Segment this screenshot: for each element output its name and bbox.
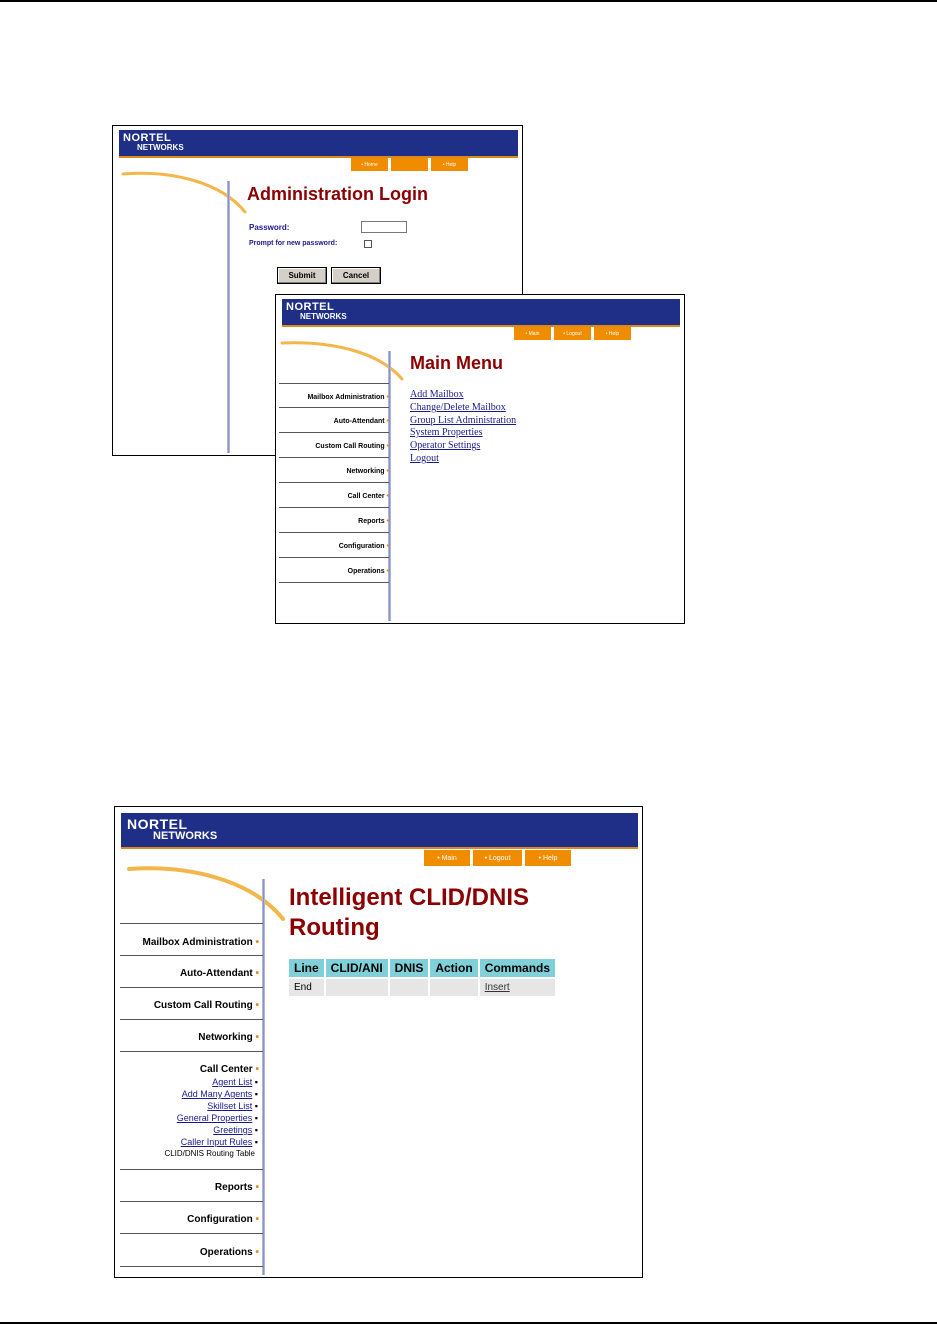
sidebar-item-call-center[interactable]: Call Center • <box>279 483 389 508</box>
bullet-icon: • <box>255 1247 259 1258</box>
nortel-logo: NORTEL NETWORKS <box>127 816 218 842</box>
bullet-icon: ▪ <box>254 1137 258 1147</box>
nav-help-button[interactable]: • Help <box>525 850 571 866</box>
cell-action <box>430 979 477 996</box>
password-label: Password: <box>249 223 290 232</box>
password-field[interactable] <box>361 221 407 233</box>
divider-line <box>227 181 230 453</box>
bullet-icon: • <box>386 418 389 425</box>
bullet-icon: • <box>255 1182 259 1193</box>
nav-help-button[interactable]: • Help <box>431 158 468 171</box>
nav-logout-button[interactable]: • Logout <box>554 327 591 340</box>
caller-input-rules-link[interactable]: Caller Input Rules ▪ <box>180 1137 258 1147</box>
bullet-icon: ▪ <box>254 1101 258 1111</box>
sidebar-item-networking[interactable]: Networking • <box>120 1020 263 1052</box>
prompt-new-password-checkbox[interactable] <box>364 240 372 248</box>
sidebar-item-custom-call-routing[interactable]: Custom Call Routing • <box>120 988 263 1020</box>
bullet-icon: ▪ <box>254 1125 258 1135</box>
general-properties-link[interactable]: General Properties ▪ <box>176 1113 258 1123</box>
operator-settings-link[interactable]: Operator Settings <box>410 440 481 452</box>
add-many-agents-link[interactable]: Add Many Agents ▪ <box>181 1089 258 1099</box>
routing-table <box>287 957 557 998</box>
clid-dnis-routing-table-current: CLID/DNIS Routing Table <box>164 1149 255 1158</box>
bullet-icon: • <box>255 937 259 948</box>
page-title: Intelligent CLID/DNIS Routing <box>289 884 529 941</box>
bullet-icon: • <box>386 468 389 475</box>
top-nav <box>424 850 571 866</box>
top-nav <box>514 327 631 340</box>
column-header-clid-ani: CLID/ANI <box>326 959 388 977</box>
skillset-list-link[interactable]: Skillset List ▪ <box>207 1101 258 1111</box>
call-center-heading[interactable]: Call Center • <box>199 1064 259 1075</box>
sidebar-item-auto-attendant[interactable]: Auto-Attendant • <box>120 956 263 988</box>
bullet-icon: • <box>255 1032 259 1043</box>
agent-list-link[interactable]: Agent List ▪ <box>212 1077 258 1087</box>
nav-help-button[interactable]: • Help <box>594 327 631 340</box>
logout-link[interactable]: Logout <box>410 452 439 464</box>
bullet-icon: • <box>255 1000 259 1011</box>
sidebar-item-configuration[interactable]: Configuration • <box>120 1202 263 1234</box>
group-list-administration-link[interactable]: Group List Administration <box>410 414 517 426</box>
greetings-link[interactable]: Greetings ▪ <box>213 1125 258 1135</box>
main-menu-links <box>410 389 516 466</box>
header-banner <box>121 813 638 849</box>
header-banner <box>282 299 680 327</box>
nav-logout-button[interactable]: • Logout <box>473 850 522 866</box>
sidebar-item-custom-call-routing[interactable]: Custom Call Routing • <box>279 433 389 458</box>
bullet-icon: • <box>255 1214 259 1225</box>
routing-window <box>114 806 643 1278</box>
sidebar-item-reports[interactable]: Reports • <box>279 508 389 533</box>
cell-commands <box>480 979 555 996</box>
column-header-line: Line <box>289 959 324 977</box>
nav-main-button[interactable]: • Main <box>514 327 551 340</box>
submit-button[interactable]: Submit <box>277 267 327 284</box>
header-banner <box>119 130 518 158</box>
column-header-action: Action <box>430 959 477 977</box>
bullet-icon: • <box>386 543 389 550</box>
bullet-icon: • <box>386 518 389 525</box>
bullet-icon: • <box>386 394 389 401</box>
sidebar-item-auto-attendant[interactable]: Auto-Attendant • <box>279 408 389 433</box>
sidebar-item-operations[interactable]: Operations • <box>120 1234 263 1267</box>
sidebar-item-reports[interactable]: Reports • <box>120 1170 263 1202</box>
change-delete-mailbox-link[interactable]: Change/Delete Mailbox <box>410 401 506 413</box>
bullet-icon: • <box>386 493 389 500</box>
bullet-icon: • <box>386 443 389 450</box>
bullet-icon: ▪ <box>254 1113 258 1123</box>
page-bottom-rule <box>0 1322 937 1324</box>
cancel-button[interactable]: Cancel <box>331 267 381 284</box>
nortel-logo: NORTEL NETWORKS <box>286 301 347 321</box>
bullet-icon: • <box>255 1064 259 1075</box>
sidebar-item-mailbox-administration[interactable]: Mailbox Administration • <box>279 383 389 408</box>
nav-blank-button[interactable] <box>391 158 428 171</box>
prompt-new-password-label: Prompt for new password: <box>249 240 338 247</box>
table-row <box>289 979 555 996</box>
page-top-rule <box>0 0 937 2</box>
sidebar-item-configuration[interactable]: Configuration • <box>279 533 389 558</box>
cell-clid-ani <box>326 979 388 996</box>
page-title: Administration Login <box>247 184 428 204</box>
cell-line: End <box>289 979 324 996</box>
nortel-logo: NORTEL NETWORKS <box>123 132 184 152</box>
bullet-icon: ▪ <box>254 1089 258 1099</box>
main-menu-window <box>275 294 685 624</box>
nav-main-button[interactable]: • Main <box>424 850 470 866</box>
sidebar-item-mailbox-administration[interactable]: Mailbox Administration • <box>120 923 263 956</box>
top-nav <box>351 158 468 171</box>
bullet-icon: ▪ <box>254 1077 258 1087</box>
bullet-icon: • <box>255 968 259 979</box>
column-header-commands: Commands <box>480 959 555 977</box>
column-header-dnis: DNIS <box>390 959 429 977</box>
system-properties-link[interactable]: System Properties <box>410 427 483 439</box>
bullet-icon: • <box>386 568 389 575</box>
sidebar-item-networking[interactable]: Networking • <box>279 458 389 483</box>
sidebar-item-call-center <box>120 1052 263 1170</box>
insert-link[interactable]: Insert <box>484 982 510 993</box>
table-header-row <box>289 959 555 977</box>
cell-dnis <box>390 979 429 996</box>
sidebar-item-operations[interactable]: Operations • <box>279 558 389 583</box>
nav-home-button[interactable]: • Home <box>351 158 388 171</box>
add-mailbox-link[interactable]: Add Mailbox <box>410 389 464 400</box>
page-title: Main Menu <box>410 353 503 373</box>
